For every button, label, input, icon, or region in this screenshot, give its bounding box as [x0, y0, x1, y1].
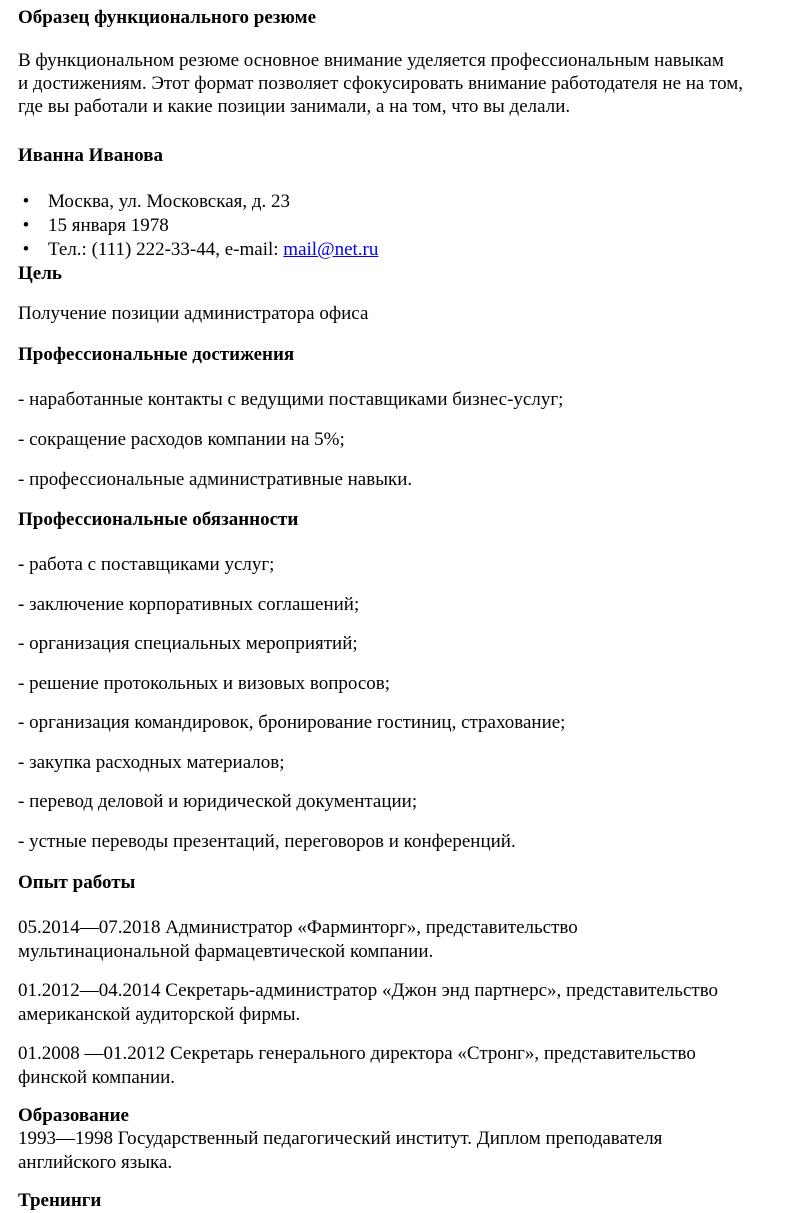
address-text: Москва, ул. Московская, д. 23 — [48, 191, 291, 212]
email-link[interactable]: mail@net.ru — [283, 239, 379, 260]
education-line: 1993—1998 Государственный педагогический институт. Диплом преподавателя — [18, 1128, 663, 1149]
education-line: английского языка. — [18, 1152, 173, 1173]
bullet-icon: • — [22, 239, 30, 260]
list-item: - устные переводы презентаций, переговоров и конференций. — [18, 831, 516, 852]
list-item: - решение протокольных и визовых вопросов; — [18, 673, 391, 694]
bullet-icon: • — [22, 191, 30, 212]
list-item: - заключение корпоративных соглашений; — [18, 594, 360, 615]
experience-entry-line: 05.2014—07.2018 Администратор «Фарминторг», представительство — [18, 917, 578, 938]
list-item: - наработанные контакты с ведущими поставщиками бизнес-услуг; — [18, 389, 564, 410]
intro-paragraph — [18, 49, 743, 118]
achievements-heading: Профессиональные достижения — [18, 344, 295, 365]
list-item: - организация специальных мероприятий; — [18, 633, 358, 654]
list-item: - работа с поставщиками услуг; — [18, 554, 275, 575]
goal-heading: Цель — [18, 263, 62, 284]
experience-heading: Опыт работы — [18, 872, 136, 893]
bullet-icon: • — [22, 215, 30, 236]
intro-line: В функциональном резюме основное внимание уделяется профессиональным навыкам — [18, 50, 724, 71]
experience-entry-line: финской компании. — [18, 1067, 176, 1088]
list-item: - сокращение расходов компании на 5%; — [18, 429, 345, 450]
duties-heading: Профессиональные обязанности — [18, 509, 299, 530]
birth-date-text: 15 января 1978 — [48, 215, 169, 236]
experience-entry-line: американской аудиторской фирмы. — [18, 1004, 301, 1025]
list-item: - профессиональные административные навыки. — [18, 469, 413, 490]
goal-text: Получение позиции администратора офиса — [18, 303, 369, 324]
list-item: - перевод деловой и юридической документации; — [18, 791, 418, 812]
experience-entry-line: 01.2012—04.2014 Секретарь-администратор «Джон энд партнерс», представительство — [18, 980, 719, 1001]
phone-email-line — [48, 238, 378, 261]
intro-line: где вы работали и какие позиции занимали, а на том, что вы делали. — [18, 96, 571, 117]
trainings-heading: Тренинги — [18, 1190, 102, 1211]
experience-entry-line: мультинациональной фармацевтической компании. — [18, 941, 434, 962]
intro-line: и достижениям. Этот формат позволяет сфокусировать внимание работодателя не на том, — [18, 73, 744, 94]
experience-entry-line: 01.2008 —01.2012 Секретарь генерального директора «Стронг», представительство — [18, 1043, 696, 1064]
person-name: Иванна Иванова — [18, 145, 163, 166]
phone-text: Тел.: (111) 222-33-44, e-mail: — [48, 239, 284, 260]
list-item: - организация командировок, бронирование гостиниц, страхование; — [18, 712, 566, 733]
list-item: - закупка расходных материалов; — [18, 752, 285, 773]
document-title: Образец функционального резюме — [18, 7, 317, 28]
education-heading: Образование — [18, 1105, 129, 1126]
